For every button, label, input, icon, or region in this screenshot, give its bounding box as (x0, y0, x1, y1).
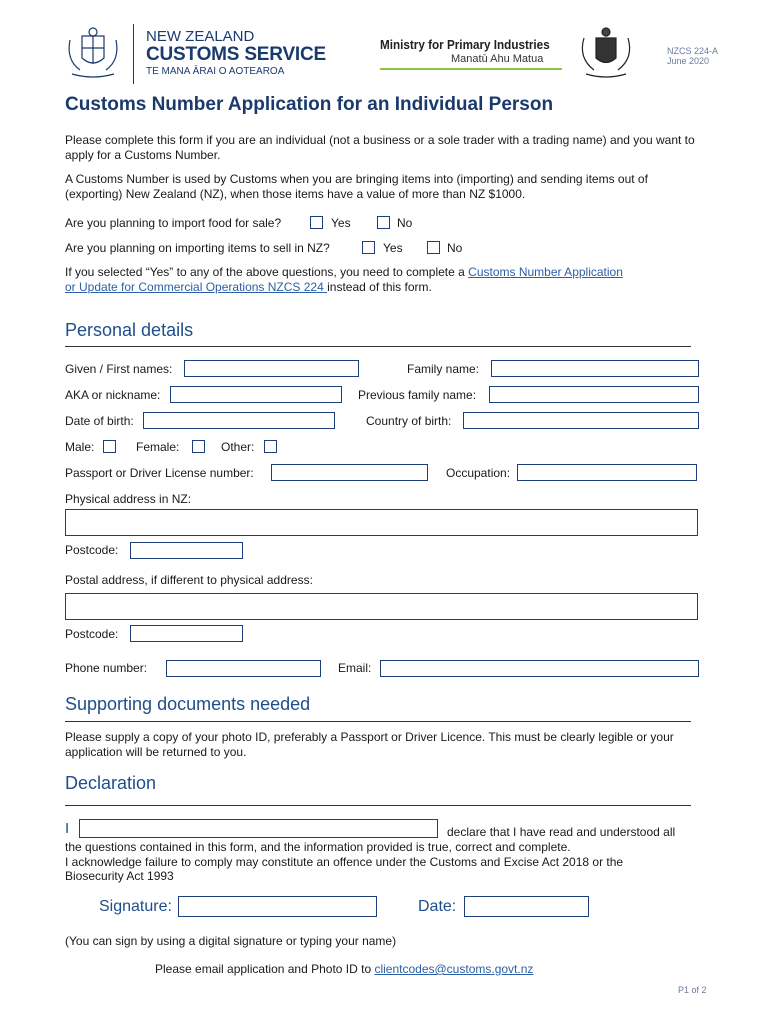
date-input[interactable] (464, 896, 589, 917)
declaration-rule (65, 805, 691, 806)
physical-address-input[interactable] (65, 509, 698, 536)
male-label: Male: (65, 440, 95, 454)
other-label: Other: (221, 440, 255, 454)
page-title: Customs Number Application for an Individual Person (65, 94, 554, 115)
postcode-1-input[interactable] (130, 542, 243, 559)
import-sell-no-label: No (447, 241, 463, 255)
dob-input[interactable] (143, 412, 335, 429)
mpi-name: Ministry for Primary Industries (380, 37, 550, 52)
nzcs224-link[interactable]: Customs Number Application or Update for Commercial Operations NZCS 224 (65, 265, 623, 294)
other-checkbox[interactable] (264, 440, 277, 453)
country-of-birth-input[interactable] (463, 412, 699, 429)
client-codes-email-link[interactable]: clientcodes@customs.govt.nz (374, 962, 534, 976)
declaration-i: I (65, 820, 70, 837)
intro-p3-after: instead of this form. (327, 280, 432, 294)
occupation-input[interactable] (517, 464, 697, 481)
customs-name-line1: NEW ZEALAND (146, 28, 255, 45)
female-checkbox[interactable] (192, 440, 205, 453)
signature-label: Signature: (99, 898, 172, 915)
email-instruction-text: Please email application and Photo ID to (155, 962, 375, 976)
phone-label: Phone number: (65, 661, 148, 675)
passport-label: Passport or Driver License number: (65, 466, 254, 480)
previous-family-name-label: Previous family name: (358, 388, 477, 402)
supporting-docs-text: Please supply a copy of your photo ID, preferably a Passport or Driver Licence. This must be clearly legible or your application will be returned to you. (65, 730, 674, 759)
question-import-sell: Are you planning on importing items to sell in NZ? (65, 241, 330, 255)
physical-address-label: Physical address in NZ: (65, 492, 192, 506)
occupation-label: Occupation: (446, 466, 511, 480)
question-import-food: Are you planning to import food for sale? (65, 216, 282, 230)
customs-maori-name: TE MANA ĀRAI O AOTEAROA (146, 66, 285, 77)
aka-input[interactable] (170, 386, 342, 403)
import-sell-no-checkbox[interactable] (427, 241, 440, 254)
given-name-input[interactable] (184, 360, 359, 377)
intro-paragraph-1: Please complete this form if you are an individual (not a business or a sole trader with a trading name) and you want to apply for a Customs Number. (65, 133, 695, 162)
email-label: Email: (338, 661, 372, 675)
postcode-1-label: Postcode: (65, 543, 119, 557)
declaration-text-3: I acknowledge failure to comply may constitute an offence under the Customs and Excise Act 2018 or the (65, 855, 624, 869)
postcode-2-input[interactable] (130, 625, 243, 642)
declaration-text-4: Biosecurity Act 1993 (65, 869, 174, 883)
mpi-green-line (380, 68, 562, 70)
declaration-text-1: declare that I have read and understood all (447, 825, 676, 839)
intro-paragraph-3 (65, 265, 625, 295)
passport-input[interactable] (271, 464, 428, 481)
supporting-docs-rule (65, 721, 691, 722)
supporting-docs-heading: Supporting documents needed (65, 694, 311, 714)
import-food-yes-label: Yes (331, 216, 351, 230)
aka-label: AKA or nickname: (65, 388, 161, 402)
import-food-no-checkbox[interactable] (377, 216, 390, 229)
previous-family-name-input[interactable] (489, 386, 699, 403)
personal-details-heading: Personal details (65, 320, 194, 340)
postal-address-input[interactable] (65, 593, 698, 620)
header-divider (133, 24, 134, 84)
email-input[interactable] (380, 660, 699, 677)
country-of-birth-label: Country of birth: (366, 414, 452, 428)
male-checkbox[interactable] (103, 440, 116, 453)
declaration-heading: Declaration (65, 773, 157, 793)
family-name-label: Family name: (407, 362, 480, 376)
customs-name-line2: CUSTOMS SERVICE (146, 44, 327, 65)
declarant-name-input[interactable] (79, 819, 438, 838)
given-name-label: Given / First names: (65, 362, 173, 376)
postcode-2-label: Postcode: (65, 627, 119, 641)
female-label: Female: (136, 440, 180, 454)
form-code: NZCS 224-A (667, 46, 719, 56)
import-food-yes-checkbox[interactable] (310, 216, 323, 229)
import-sell-yes-checkbox[interactable] (362, 241, 375, 254)
family-name-input[interactable] (491, 360, 699, 377)
dob-label: Date of birth: (65, 414, 134, 428)
customs-crest (64, 26, 122, 80)
personal-details-rule (65, 346, 691, 347)
email-instruction (155, 962, 533, 976)
phone-input[interactable] (166, 660, 321, 677)
intro-paragraph-2: A Customs Number is used by Customs when you are bringing items into (importing) and sending items out of (exporting) New Zealand (NZ), when those items have a value of more than NZ $1000. (65, 172, 648, 201)
postal-address-label: Postal address, if different to physical address: (65, 573, 313, 587)
form-date: June 2020 (667, 56, 710, 66)
declaration-text-2: the questions contained in this form, and the information provided is true, correct and complete. (65, 840, 571, 854)
date-label: Date: (418, 898, 457, 915)
intro-p3-before: If you selected “Yes” to any of the above questions, you need to complete a (65, 265, 469, 279)
signature-input[interactable] (178, 896, 377, 917)
import-food-no-label: No (397, 216, 413, 230)
mpi-maori-name: Manatū Ahu Matua (451, 53, 544, 65)
import-sell-yes-label: Yes (383, 241, 403, 255)
coat-of-arms-icon (574, 26, 638, 80)
page-number: P1 of 2 (678, 985, 707, 995)
signature-note: (You can sign by using a digital signature or typing your name) (65, 934, 397, 948)
